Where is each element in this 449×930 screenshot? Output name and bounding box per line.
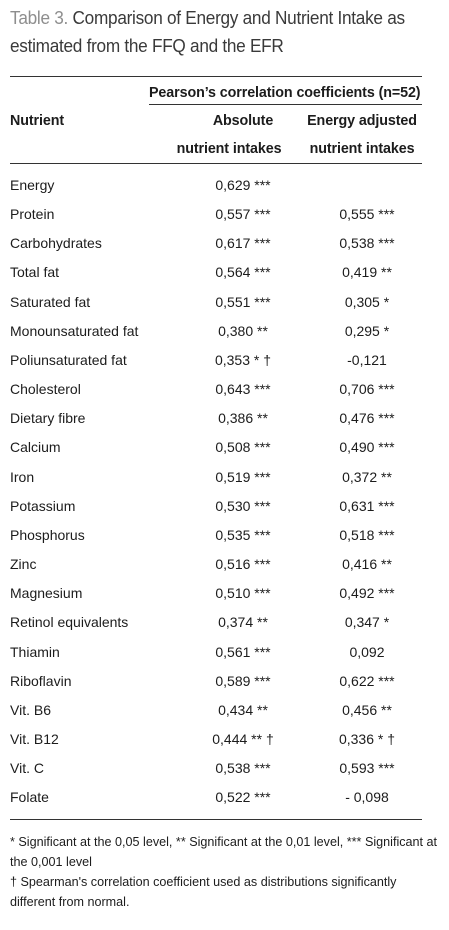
table-row — [0, 229, 449, 258]
energy-adjusted-value: 0,593 *** — [339, 760, 395, 777]
spearman-footnote: † Spearman's correlation coefficient used as distributions significantly different from normal. — [10, 875, 397, 909]
table-row — [0, 608, 449, 637]
absolute-intake-value: 0,508 *** — [215, 439, 271, 456]
absolute-intake-value: 0,380 ** — [218, 322, 268, 339]
group-header-rule — [149, 104, 422, 105]
nutrient-name: Riboflavin — [10, 672, 72, 689]
energy-adjusted-value: - 0,098 — [345, 789, 389, 806]
nutrient-name: Monounsaturated fat — [10, 322, 139, 339]
table-row — [0, 288, 449, 317]
table-caption: Comparison of Energy and Nutrient Intake as estimated from the FFQ and the EFR — [10, 7, 405, 56]
significance-footnote: * Significant at the 0,05 level, ** Significant at the 0,01 level, *** Significant at the 0,001 level — [10, 835, 438, 869]
absolute-intake-value: 0,629 *** — [215, 177, 271, 193]
energy-adjusted-value: 0,336 * † — [338, 730, 396, 747]
absolute-intake-value: 0,551 *** — [215, 293, 271, 310]
energy-adjusted-value: 0,456 ** — [342, 701, 392, 718]
header-bottom-rule — [10, 163, 422, 164]
nutrient-name: Protein — [10, 206, 55, 223]
absolute-intake-value: 0,538 *** — [215, 760, 271, 777]
table-number-label: Table 3. — [10, 7, 69, 28]
absolute-column-header-line2: nutrient intakes — [176, 141, 282, 157]
nutrient-name: Saturated fat — [10, 293, 91, 310]
energy-adjusted-value: 0,419 ** — [342, 264, 392, 281]
footnotes — [10, 832, 442, 912]
absolute-intake-value: 0,617 *** — [215, 235, 271, 252]
nutrient-name: Total fat — [10, 264, 60, 281]
absolute-intake-value: 0,561 *** — [215, 643, 271, 660]
nutrient-name: Phosphorus — [10, 526, 85, 543]
nutrient-name: Potassium — [10, 497, 76, 514]
table-row — [0, 783, 449, 812]
absolute-intake-value: 0,643 *** — [215, 381, 271, 398]
absolute-intake-value: 0,522 *** — [215, 789, 271, 806]
energy-adjusted-value: 0,492 *** — [339, 585, 395, 602]
table-row — [0, 696, 449, 725]
absolute-intake-value: 0,516 *** — [215, 556, 271, 573]
nutrient-name: Calcium — [10, 439, 61, 456]
absolute-intake-value: 0,374 ** — [218, 614, 268, 631]
nutrient-name: Energy — [10, 177, 55, 193]
absolute-intake-value: 0,530 *** — [215, 497, 271, 514]
nutrient-name: Carbohydrates — [10, 235, 102, 252]
absolute-intake-value: 0,564 *** — [215, 264, 271, 281]
absolute-intake-value: 0,519 *** — [215, 468, 271, 485]
energy-adjusted-value: 0,295 * — [344, 322, 390, 339]
absolute-intake-value: 0,444 ** † — [212, 730, 274, 747]
energy-adjusted-value: 0,706 *** — [339, 381, 395, 398]
nutrient-name: Thiamin — [10, 643, 60, 660]
table-row — [0, 433, 449, 462]
energy-adjusted-value: 0,622 *** — [339, 672, 395, 689]
absolute-intake-value: 0,557 *** — [215, 206, 271, 223]
energy-adjusted-value: 0,305 * — [344, 293, 390, 310]
energy-adjusted-value: 0,631 *** — [339, 497, 395, 514]
table-row — [0, 346, 449, 375]
nutrient-name: Zinc — [10, 556, 37, 573]
table-title — [10, 4, 410, 60]
absolute-intake-value: 0,589 *** — [215, 672, 271, 689]
table-row — [0, 375, 449, 404]
absolute-intake-value: 0,386 ** — [218, 410, 268, 427]
table-row — [0, 492, 449, 521]
nutrient-name: Retinol equivalents — [10, 614, 129, 631]
table-row — [0, 725, 449, 754]
table-row — [0, 200, 449, 229]
energy-adjusted-value: 0,092 — [349, 643, 385, 660]
energy-adjusted-value: -0,121 — [347, 351, 387, 368]
bottom-rule — [10, 819, 422, 820]
nutrient-name: Folate — [10, 789, 49, 806]
nutrient-name: Vit. B12 — [10, 730, 59, 747]
nutrient-name: Vit. C — [10, 760, 44, 777]
table-row — [0, 317, 449, 346]
table-row — [0, 638, 449, 667]
nutrient-name: Vit. B6 — [10, 701, 51, 718]
table-row — [0, 258, 449, 287]
adjusted-column-header-line2: nutrient intakes — [309, 141, 415, 157]
table-row — [0, 521, 449, 550]
table-row — [0, 754, 449, 783]
energy-adjusted-value: 0,372 ** — [342, 468, 392, 485]
absolute-column-header-line1: Absolute — [212, 113, 274, 129]
table-body — [0, 171, 449, 812]
nutrient-name: Dietary fibre — [10, 410, 86, 427]
absolute-intake-value: 0,510 *** — [215, 585, 271, 602]
nutrient-name: Cholesterol — [10, 381, 81, 398]
energy-adjusted-value: 0,476 *** — [339, 410, 395, 427]
table-row — [0, 404, 449, 433]
adjusted-column-header-line1: Energy adjusted — [307, 113, 417, 129]
table-row — [0, 171, 449, 200]
energy-adjusted-value: 0,538 *** — [339, 235, 395, 252]
energy-adjusted-value: 0,518 *** — [339, 526, 395, 543]
table-row — [0, 550, 449, 579]
energy-adjusted-value: 0,490 *** — [339, 439, 395, 456]
table-row — [0, 579, 449, 608]
table-row — [0, 463, 449, 492]
absolute-intake-value: 0,353 * † — [214, 351, 272, 368]
absolute-intake-value: 0,535 *** — [215, 526, 271, 543]
energy-adjusted-value: 0,347 * — [344, 614, 390, 631]
nutrient-column-header: Nutrient — [10, 113, 65, 129]
nutrient-name: Magnesium — [10, 585, 83, 602]
nutrient-name: Iron — [10, 468, 35, 485]
top-rule — [10, 76, 422, 77]
nutrient-name: Poliunsaturated fat — [10, 351, 127, 368]
group-header: Pearson’s correlation coefficients (n=52) — [149, 85, 421, 101]
energy-adjusted-value: 0,416 ** — [342, 556, 392, 573]
energy-adjusted-value: 0,555 *** — [339, 206, 395, 223]
absolute-intake-value: 0,434 ** — [218, 701, 268, 718]
table-row — [0, 667, 449, 696]
